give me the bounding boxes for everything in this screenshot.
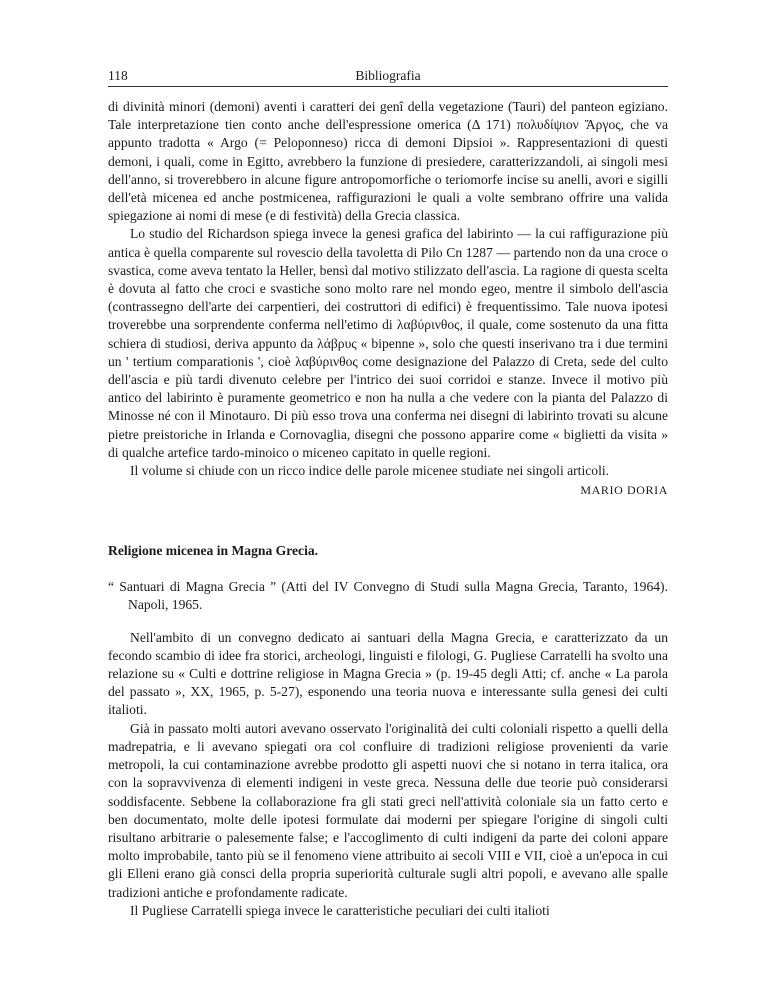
page-number: 118: [108, 68, 128, 83]
reviewer-signature: MARIO DORIA: [580, 483, 668, 498]
running-title: Bibliografia: [355, 68, 421, 83]
review-paragraph-3: Il volume si chiude con un ricco indice delle parole micenee studiate nei singoli articoli.: [130, 463, 610, 479]
section-paragraph-2: Già in passato molti autori avevano osservato l'originalità dei culti coloniali rispetto a quelli della madrepatria, e li avevano spiegati ora col confluire di tradizioni religiose provenienti da varie metropoli, la cui contaminazione avrebbe prodotto gli aspetti nuovi che si notano in terra italica, ora con la sopravvivenza di elementi indigeni in veste greca. Nessuna delle due teorie può considerarsi soddisfacente. Sebbene la collaborazione fra gli stati greci nell'attività coloniale sia un fatto certo e ben documentato, molte delle ipotesi formulate dai moderni per spiegare l'origine di singoli culti risultano arbitrarie o palesemente false; e l'accoglimento di culti indigeni da parte dei coloni appare molto improbabile, tanto più se il fenomeno viene attribuito ai secoli VIII e VII, cioè a un'epoca in cui gli Elleni erano già consci della propria superiorità culturale sugli altri popoli, e avevano alle spalle tradizioni antiche e profondamente radicate.: [108, 720, 668, 900]
section-heading: Religione micenea in Magna Grecia.: [108, 543, 319, 559]
review-paragraph-1: di divinità minori (demoni) aventi i caratteri dei genî della vegetazione (Tauri) del panteon egiziano. Tale interpretazione tien conto anche dell'espressione omerica (Δ 171) πολυδίψιον Ἄργος, che va appunto tradotta « Argo (= Peloponneso) ricca di demoni Dipsioi ». Rappresentazioni di questi demoni, i quali, come in Egitto, avrebbero la funzione di presiedere, caratterizzandoli, ai singoli mesi dell'anno, si troverebbero in alcune figure antropomorfiche o teriomorfe incise su anelli, avori e sigilli dell'età micenea ed anche postmicenea, raffigurazioni le quali a volte sembrano offrire una valida spiegazione ai nomi di mese (e di festività) della Grecia classica.: [108, 99, 668, 224]
section-paragraph-1: Nell'ambito di un convegno dedicato ai santuari della Magna Grecia, e caratterizzato da un fecondo scambio di idee fra storici, archeologi, linguisti e filologi, G. Pugliese Carratelli ha svolto una relazione su « Culti e dottrine religiose in Magna Grecia » (p. 19-45 degli Atti; cf. anche « La parola del passato », XX, 1965, p. 5-27), esponendo una teoria nuova e interessante sulla genesi dei culti italioti.: [108, 629, 668, 718]
page-header: [108, 62, 668, 87]
section-body: [108, 629, 668, 920]
review-continuation: [108, 98, 668, 480]
bibliographic-citation: “ Santuari di Magna Grecia ” (Atti del IV Convegno di Studi sulla Magna Grecia, Taranto, 1964). Napoli, 1965.: [108, 579, 668, 613]
section-paragraph-3: Il Pugliese Carratelli spiega invece le caratteristiche peculiari dei culti italioti: [130, 902, 550, 918]
review-paragraph-2: Lo studio del Richardson spiega invece la genesi grafica del labirinto — la cui raffigurazione più antica è quella comparente sul rovescio della tavoletta di Pilo Cn 1287 — partendo non da una croce o svastica, come aveva tentato la Heller, bensì dal motivo stilizzato dell'ascia. La ragione di questa scelta è dovuta al fatto che croci e svastiche sono molto rare nel mondo egeo, mentre il simbolo dell'ascia (contrassegno dell'arte dei carpentieri, dei costruttori di edifici) è frequentissimo. Tale nuova ipotesi troverebbe una sorprendente conferma nell'etimo di λαβύρινθος, il quale, come sostenuto da una fitta schiera di studiosi, deriva appunto da λάβρυς « bipenne », solo che questi inserivano tra i due termini un ' tertium comparationis ', cioè λαβύρινθος come designazione del Palazzo di Creta, sede del culto dell'ascia e più tardi divenuto celebre per l'intrico dei suoi corridoi e stanze. Invece il motivo più antico del labirinto è puramente geometrico e non ha nulla a che vedere con la pianta del Palazzo di Minosse né con il Minotauro. Di più esso trova una conferma nei disegni di labirinto trovati su alcune pietre preistoriche in Irlanda e Cornovaglia, disegni che possono apparire come « biglietti da visita » di qualche artefice tardo-minoico o miceneo capitato in quelle regioni.: [108, 226, 668, 460]
book-page: [108, 62, 668, 920]
